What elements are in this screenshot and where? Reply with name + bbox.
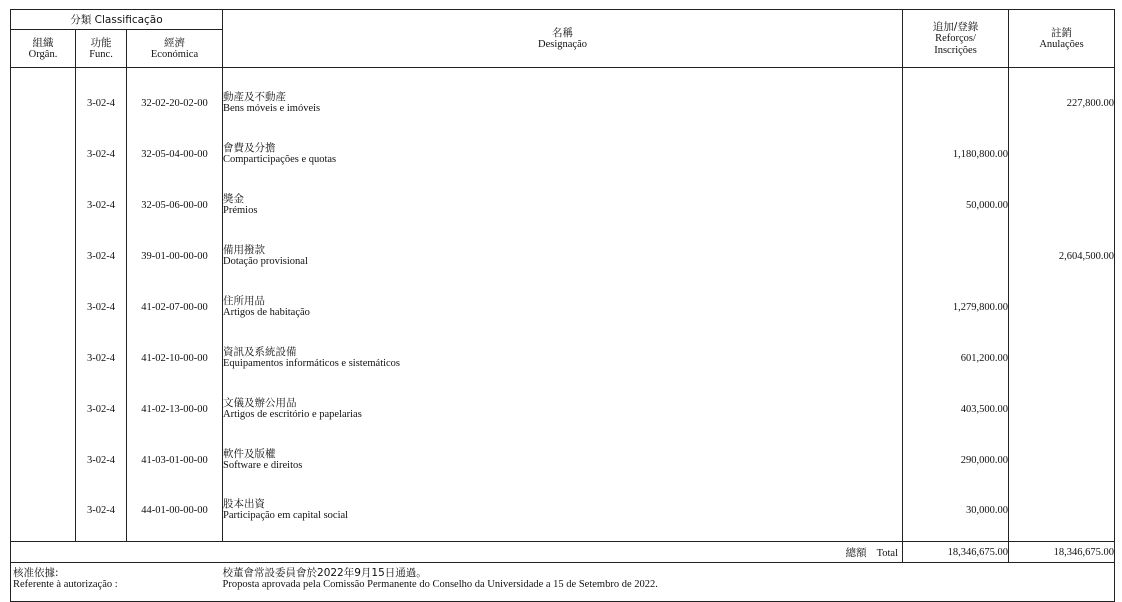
cancellation-amount (1009, 180, 1115, 231)
footer-row (11, 563, 1115, 602)
designation-pt: Dotação provisional (223, 256, 308, 267)
economic-code: 41-02-10-00-00 (127, 333, 223, 384)
cancellation-amount (1009, 435, 1115, 486)
header-designation (223, 10, 903, 68)
function-code: 3-02-4 (76, 129, 127, 180)
total-label-zh: 總額 (845, 546, 867, 559)
total-label (11, 542, 903, 563)
total-row (11, 542, 1115, 563)
header-classification-label: 分類 Classificação (70, 13, 163, 26)
reinforcement-amount (903, 231, 1009, 282)
header-designation-zh: 名稱 (552, 26, 574, 39)
table-row (11, 282, 1115, 333)
reinforcement-amount: 290,000.00 (903, 435, 1009, 486)
organ-cell (11, 231, 76, 282)
economic-code: 32-02-20-02-00 (127, 68, 223, 129)
authorization-reference-zh: 核准依據: (13, 567, 59, 579)
designation-cell (223, 384, 903, 435)
designation-cell (223, 435, 903, 486)
authorization-text-zh: 校董會常設委員會於2022年9月15日通過。 (222, 567, 427, 579)
header-organ-pt: Orgân. (28, 48, 58, 60)
header-cancellations-pt: Anulações (1039, 38, 1084, 50)
designation-zh: 備用撥款 (223, 244, 266, 256)
reinforcement-amount: 30,000.00 (903, 486, 1009, 542)
cancellation-amount: 2,604,500.00 (1009, 231, 1115, 282)
organ-cell (11, 180, 76, 231)
designation-pt: Artigos de escritório e papelarias (223, 409, 362, 420)
designation-zh: 軟件及版權 (223, 448, 276, 460)
function-code: 3-02-4 (76, 435, 127, 486)
reinforcement-amount (903, 68, 1009, 129)
header-organ (11, 30, 76, 68)
function-code: 3-02-4 (76, 231, 127, 282)
organ-cell (11, 435, 76, 486)
header-cancellations-zh: 註銷 (1051, 26, 1073, 39)
designation-cell (223, 333, 903, 384)
header-economic-pt: Económica (150, 48, 199, 60)
table-row (11, 384, 1115, 435)
header-economic (127, 30, 223, 68)
designation-cell (223, 231, 903, 282)
designation-zh: 動產及不動產 (223, 91, 287, 104)
economic-code: 39-01-00-00-00 (127, 231, 223, 282)
designation-pt: Participação em capital social (223, 510, 349, 522)
header-organ-zh: 組織 (32, 36, 54, 49)
total-reinforcements: 18,346,675.00 (903, 542, 1009, 563)
cancellation-amount (1009, 282, 1115, 333)
organ-cell (11, 282, 76, 333)
cancellation-amount (1009, 486, 1115, 542)
economic-code: 32-05-04-00-00 (127, 129, 223, 180)
table-row (11, 129, 1115, 180)
designation-pt: Prémios (223, 205, 258, 216)
cancellation-amount (1009, 129, 1115, 180)
reinforcement-amount: 50,000.00 (903, 180, 1009, 231)
designation-pt: Equipamentos informáticos e sistemáticos (223, 358, 401, 369)
function-code: 3-02-4 (76, 486, 127, 542)
authorization-reference-label (11, 563, 223, 602)
designation-pt: Artigos de habitação (223, 307, 310, 318)
authorization-text-pt: Proposta aprovada pela Comissão Permanente do Conselho da Universidade a 15 de Setembro de 2022. (222, 579, 658, 590)
header-function-pt: Func. (89, 48, 113, 60)
header-reinforcements-zh: 追加/登錄 (932, 20, 979, 33)
organ-cell (11, 384, 76, 435)
designation-zh: 文儀及辦公用品 (223, 397, 297, 409)
header-cancellations (1009, 10, 1115, 68)
table-row (11, 435, 1115, 486)
header-economic-zh: 經濟 (164, 36, 185, 49)
total-cancellations: 18,346,675.00 (1009, 542, 1115, 563)
cancellation-amount (1009, 384, 1115, 435)
authorization-reference-text (223, 563, 1115, 602)
budget-table (10, 9, 1115, 602)
economic-code: 44-01-00-00-00 (127, 486, 223, 542)
header-designation-pt: Designação (538, 38, 587, 50)
designation-zh: 股本出資 (223, 498, 266, 511)
economic-code: 41-03-01-00-00 (127, 435, 223, 486)
reinforcement-amount: 1,279,800.00 (903, 282, 1009, 333)
designation-cell (223, 68, 903, 129)
table-row (11, 68, 1115, 129)
organ-cell (11, 486, 76, 542)
table-row (11, 333, 1115, 384)
designation-zh: 資訊及系統設備 (223, 346, 297, 358)
table-row (11, 231, 1115, 282)
header-classification (11, 10, 223, 30)
organ-cell (11, 333, 76, 384)
authorization-reference-pt: Referente à autorização : (13, 579, 118, 590)
designation-cell (223, 180, 903, 231)
designation-zh: 會費及分擔 (223, 142, 276, 154)
function-code: 3-02-4 (76, 180, 127, 231)
header-row-top (11, 10, 1115, 30)
cancellation-amount (1009, 333, 1115, 384)
function-code: 3-02-4 (76, 384, 127, 435)
table-row (11, 180, 1115, 231)
designation-pt: Software e direitos (223, 460, 303, 471)
economic-code: 32-05-06-00-00 (127, 180, 223, 231)
table-row (11, 486, 1115, 542)
reinforcement-amount: 601,200.00 (903, 333, 1009, 384)
designation-cell (223, 129, 903, 180)
function-code: 3-02-4 (76, 68, 127, 129)
designation-pt: Bens móveis e imóveis (223, 103, 321, 115)
designation-pt: Comparticipações e quotas (223, 154, 337, 165)
function-code: 3-02-4 (76, 282, 127, 333)
total-label-pt: Total (876, 547, 899, 559)
designation-zh: 住所用品 (223, 295, 266, 307)
designation-zh: 獎金 (223, 193, 245, 205)
header-function (76, 30, 127, 68)
reinforcement-amount: 1,180,800.00 (903, 129, 1009, 180)
economic-code: 41-02-07-00-00 (127, 282, 223, 333)
designation-cell (223, 282, 903, 333)
cancellation-amount: 227,800.00 (1009, 68, 1115, 129)
header-reinforcements-pt2: Inscrições (934, 44, 977, 56)
economic-code: 41-02-13-00-00 (127, 384, 223, 435)
reinforcement-amount: 403,500.00 (903, 384, 1009, 435)
header-reinforcements-pt1: Reforços/ (935, 32, 976, 44)
function-code: 3-02-4 (76, 333, 127, 384)
header-reinforcements (903, 10, 1009, 68)
organ-cell (11, 68, 76, 129)
designation-cell (223, 486, 903, 542)
organ-cell (11, 129, 76, 180)
header-function-zh: 功能 (90, 36, 112, 49)
